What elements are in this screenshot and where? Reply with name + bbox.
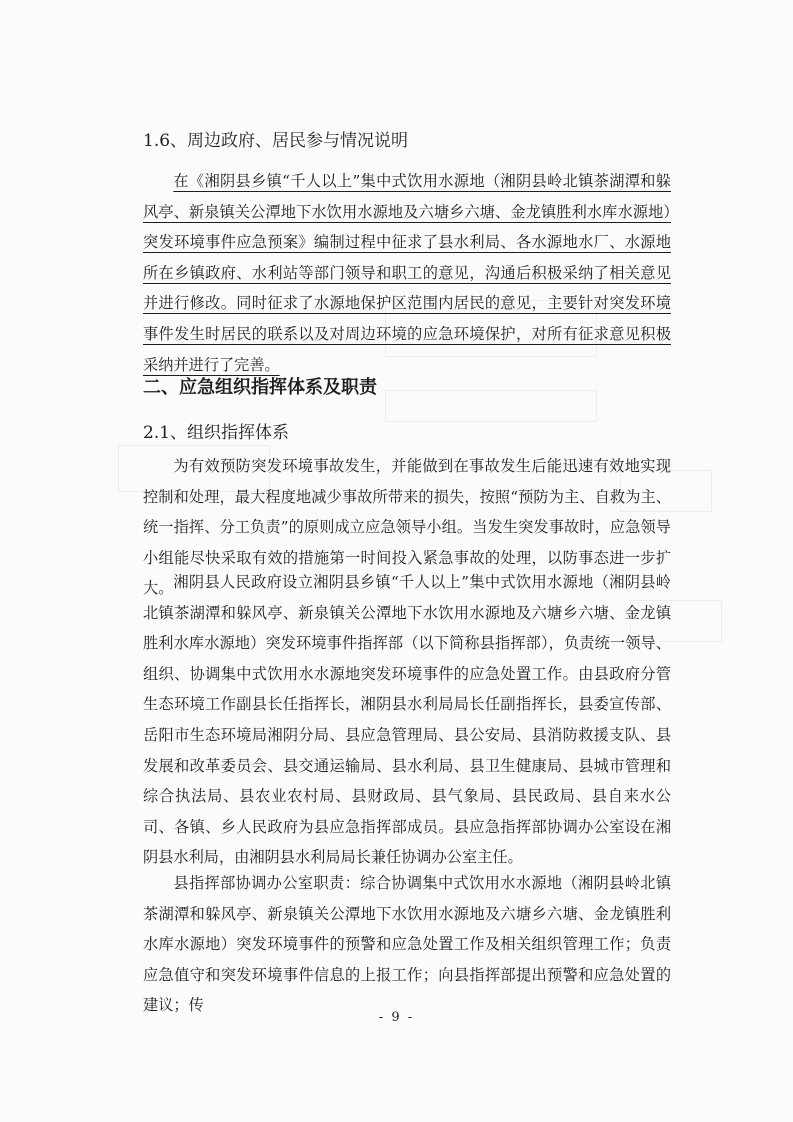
page-number: - 9 - [378, 1010, 415, 1025]
paragraph: 为有效预防突发环境事故发生，并能做到在事故发生后能迅速有效地实现控制和处理，最大程度地减少事故所带来的损失，按照“预防为主、自救为主、统一指挥、分工负责”的原则成立应急领导小组。当发生突发事故时，应急领导小组能尽快采取有效的措施第一时间投入紧急事故的处理，以防事态进一步扩大。 [143, 457, 671, 598]
section-1-6-heading: 1.6、周边政府、居民参与情况说明 [143, 131, 409, 151]
paragraph: 在《湘阴县乡镇“千人以上”集中式饮用水源地（湘阴县岭北镇茶湖潭和躲风亭、新泉镇关公潭地下水饮用水源地及六塘乡六塘、金龙镇胜利水库水源地）突发环境事件应急预案》编制过程中征求了县水利局、各水源地水厂、水源地所在乡镇政府、水利站等部门领导和职工的意见，沟通后积极采纳了相关意见并进行修改。同时征求了水源地保护区范围内居民的意见，主要针对突发环境事件发生时居民的联系以及对周边环境的应急环境保护，对所有征求意见积极采纳并进行了完善。 [143, 172, 671, 374]
section-2-heading: 二、应急组织指挥体系及职责 [143, 377, 377, 398]
paragraph: 县指挥部协调办公室职责：综合协调集中式饮用水水源地（湘阴县岭北镇茶湖潭和躲风亭、新泉镇关公潭地下水饮用水源地及六塘乡六塘、金龙镇胜利水库水源地）突发环境事件的预警和应急处置工作及相关组织管理工作；负责应急值守和突发环境事件信息的上报工作；向县指挥部提出预警和应急处置的建议；传 [143, 874, 671, 1015]
section-2-1-heading: 2.1、组织指挥体系 [143, 423, 290, 443]
show-through-box [385, 390, 597, 422]
section-1-6-body [143, 166, 671, 380]
section-2-1-body-2 [143, 567, 671, 873]
section-2-1-body-3 [143, 868, 671, 1021]
paragraph: 湘阴县人民政府设立湘阴县乡镇“千人以上”集中式饮用水源地（湘阴县岭北镇茶湖潭和躲风亭、新泉镇关公潭地下水饮用水源地及六塘乡六塘、金龙镇胜利水库水源地）突发环境事件指挥部（以下简称县指挥部），负责统一领导、组织、协调集中式饮用水水源地突发环境事件的应急处置工作。由县政府分管生态环境工作副县长任指挥长，湘阴县水利局局长任副指挥长，县委宣传部、岳阳市生态环境局湘阴分局、县应急管理局、县公安局、县消防救援支队、县发展和改革委员会、县交通运输局、县水利局、县卫生健康局、县城市管理和综合执法局、县农业农村局、县财政局、县气象局、县民政局、县自来水公司、各镇、乡人民政府为县应急指挥部成员。县应急指挥部协调办公室设在湘阴县水利局，由湘阴县水利局局长兼任协调办公室主任。 [143, 573, 671, 867]
